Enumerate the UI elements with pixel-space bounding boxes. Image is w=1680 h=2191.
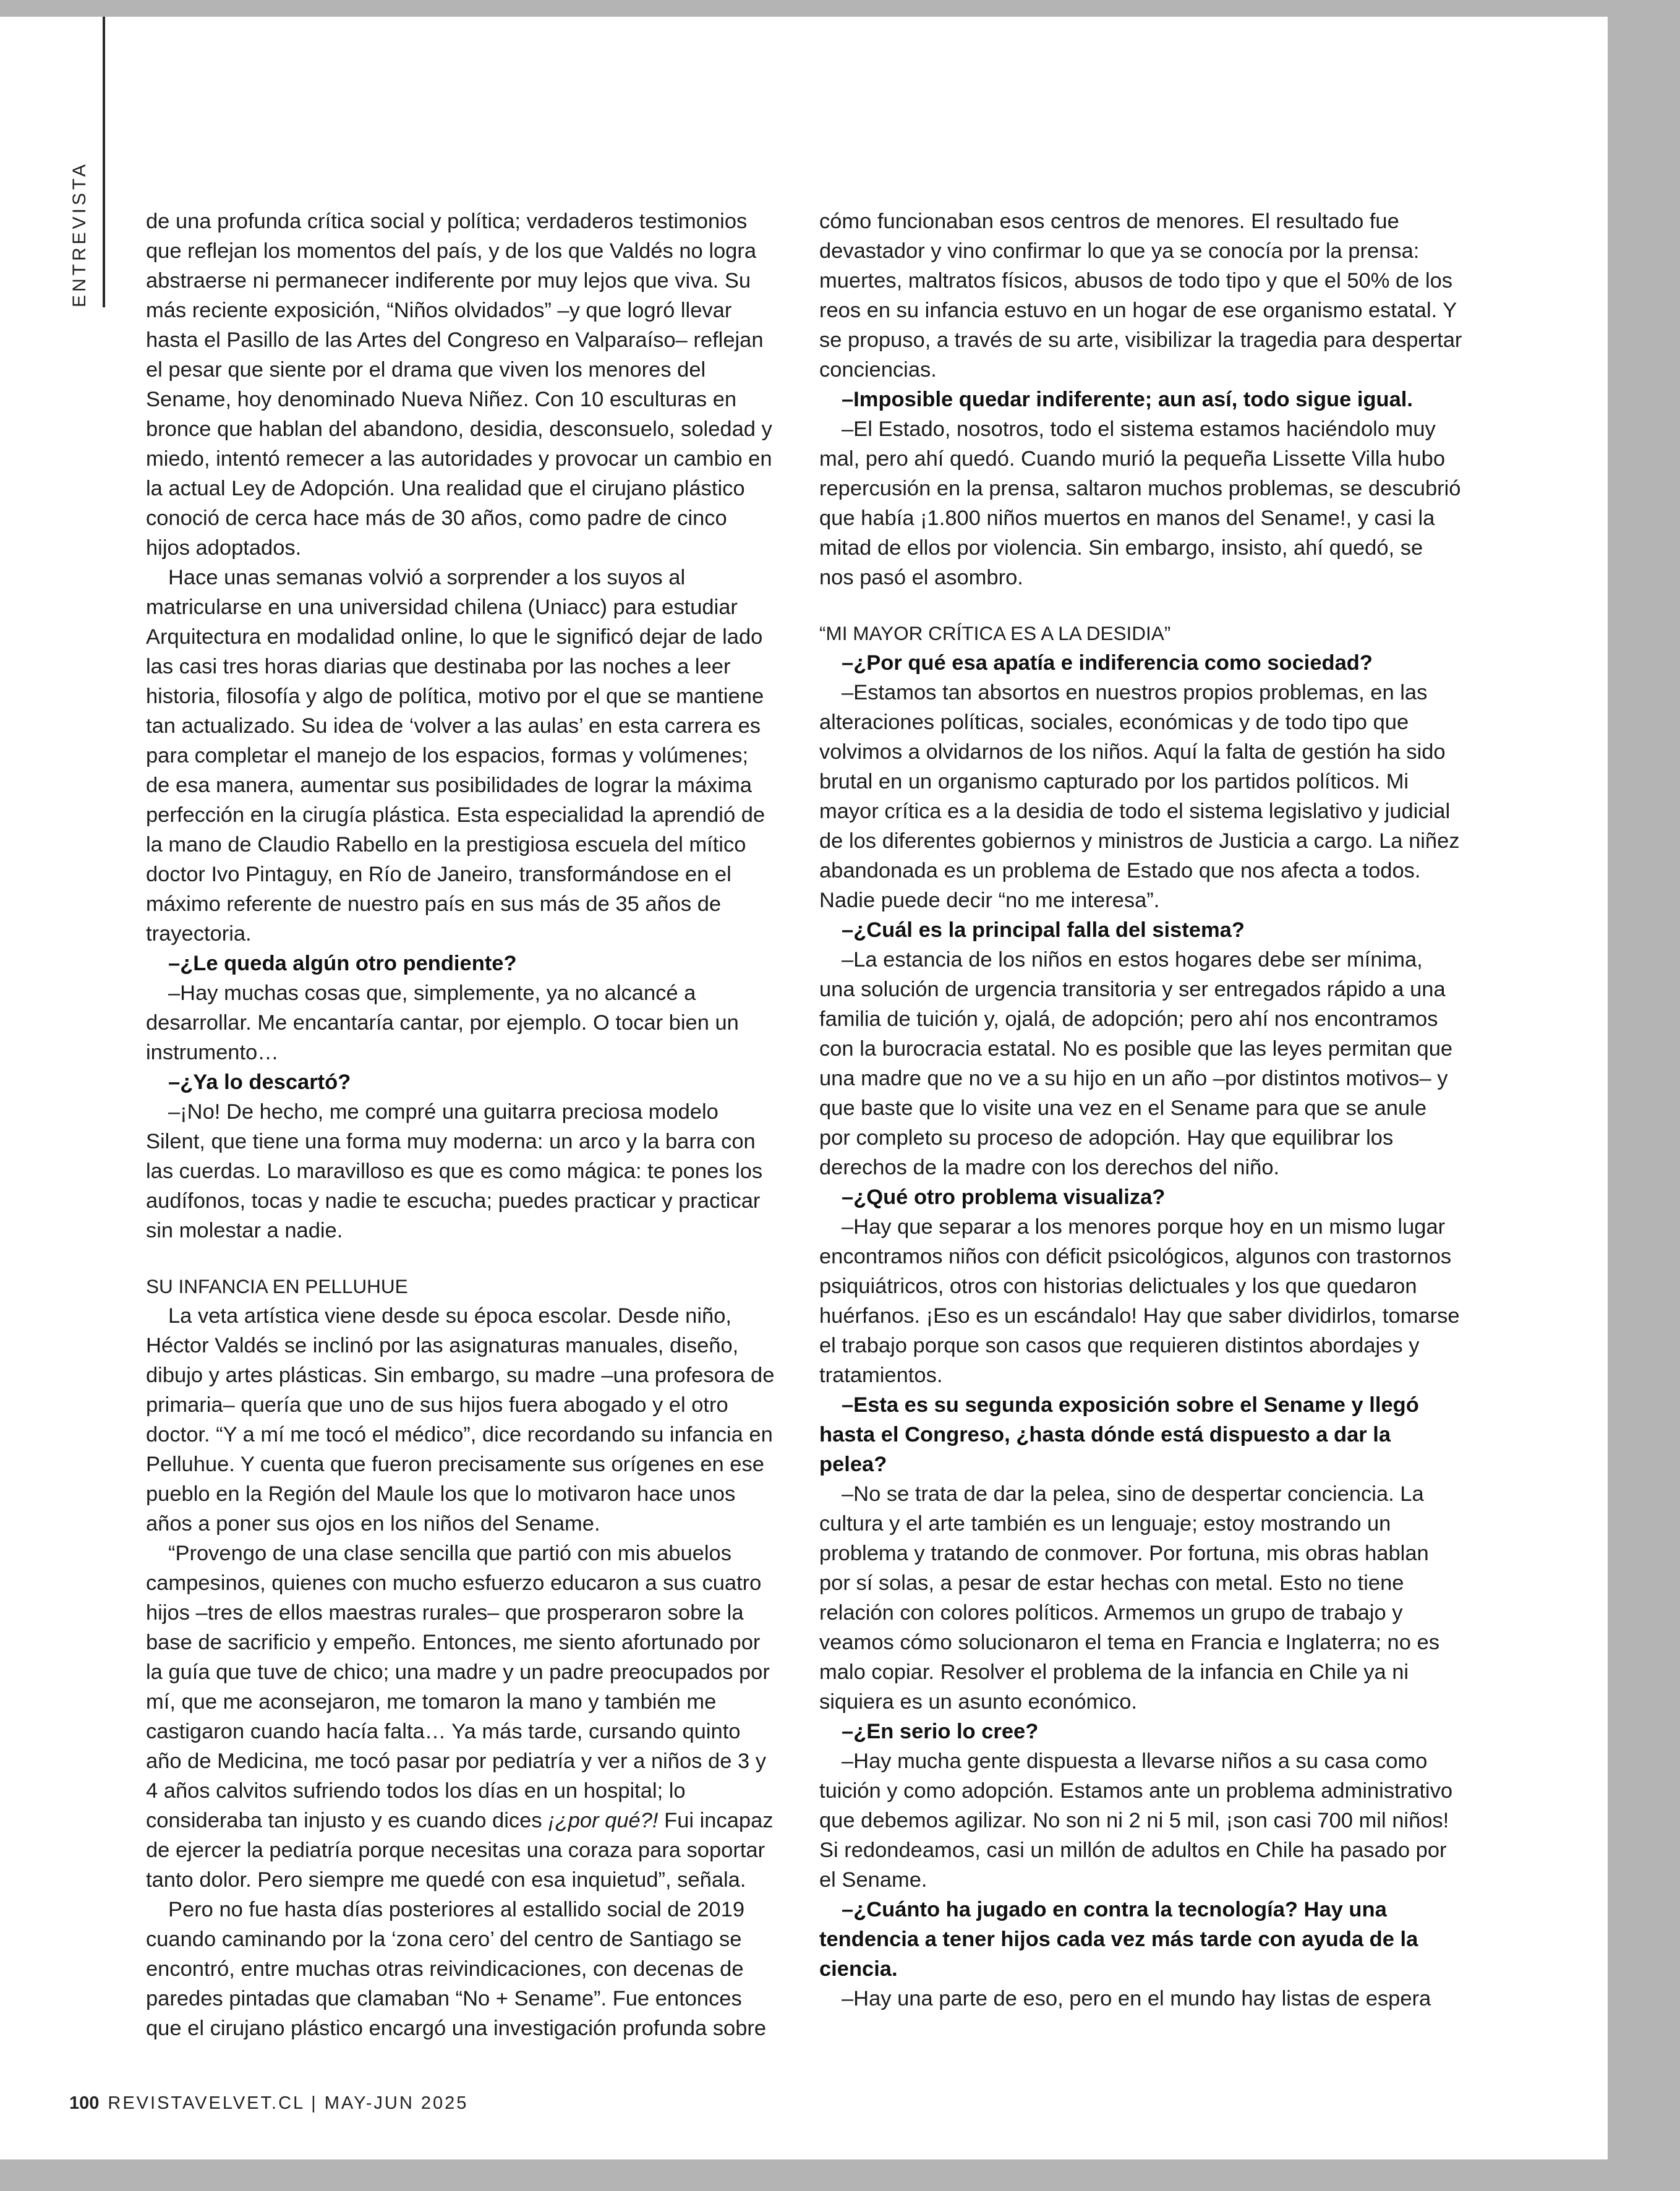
paragraph: Pero no fue hasta días posteriores al estallido social de 2019 cuando caminando por la ‘zona cero’ del centro de Santiago se encontró, entre muchas otras reivindicaciones, con decenas de paredes pintadas que clamaban “No + Sename”. Fue entonces que el cirujano plástico encargó una investigación profunda sobre (146, 1898, 767, 2040)
subheading: “MI MAYOR CRÍTICA ES A LA DESIDIA” (819, 622, 1171, 644)
interview-answer: –Hay una parte de eso, pero en el mundo hay listas de espera (842, 1987, 1431, 2010)
subheading: SU INFANCIA EN PELLUHUE (146, 1275, 408, 1297)
interview-answer: –No se trata de dar la pelea, sino de despertar conciencia. La cultura y el arte también es un lenguaje; estoy mostrando un problema y tratando de conmover. Por fortuna, mis obras hablan por sí solas, a pesar de estar hechas con metal. Esto no tiene relación con colores políticos. Armemos un grupo de trabajo y veamos cómo solucionaron el tema en Francia e Inglaterra; no es malo copiar. Resolver el problema de la infancia en Chile ya ni siquiera es un asunto económico. (819, 1482, 1439, 1714)
paragraph: Hace unas semanas volvió a sorprender a los suyos al matricularse en una universidad chilena (Uniacc) para estudiar Arquitectura en modalidad online, lo que le significó dejar de lado las casi tres horas diarias que destinaba por las noches a leer historia, filosofía y algo de política, motivo por el que se mantiene tan actualizado. Su idea de ‘volver a las aulas’ en esta carrera es para completar el manejo de los espacios, formas y volúmenes; de esa manera, aumentar sus posibilidades de lograr la máxima perfección en la cirugía plástica. Esta especialidad la aprendió de la mano de Claudio Rabello en la prestigiosa escuela del mítico doctor Ivo Pintaguy, en Río de Janeiro, transformándose en el máximo referente de nuestro país en sus más de 35 años de trayectoria. (146, 566, 765, 946)
italic-phrase: ¡¿por qué?! (548, 1809, 659, 1832)
interview-answer: –¡No! De hecho, me compré una guitarra preciosa modelo Silent, que tiene una forma muy moderna: un arco y la barra con las cuerdas. Lo maravilloso es que es como mágica: te pones los audífonos, tocas y nadie te escucha; puedes practicar y practicar sin molestar a nadie. (146, 1100, 763, 1242)
magazine-page (0, 17, 1608, 2159)
interview-answer: –Hay que separar a los menores porque hoy en un mismo lugar encontramos niños con déficit psicológicos, algunos con trastornos psiquiátricos, otros con historias delictuales y los que quedaron huérfanos. ¡Eso es un escándalo! Hay que saber dividirlos, tomarse el trabajo porque son casos que requieren distintos abordajes y tratamientos. (819, 1215, 1460, 1387)
interview-answer: –Estamos tan absortos en nuestros propios problemas, en las alteraciones políticas, sociales, económicas y de todo tipo que volvimos a olvidarnos de los niños. Aquí la falta de gestión ha sido brutal en un organismo capturado por los partidos políticos. Mi mayor crítica es a la desidia de todo el sistema legislativo y judicial de los diferentes gobiernos y ministros de Justicia a cargo. La niñez abandonada es un problema de Estado que nos afecta a todos. Nadie puede decir “no me interesa”. (819, 681, 1460, 912)
paragraph: “Provengo de una clase sencilla que partió con mis abuelos campesinos, quienes con mucho esfuerzo educaron a sus cuatro hijos –tres de ellos maestras rurales– que prosperaron sobre la base de sacrificio y empeño. Entonces, me siento afortunado por la guía que tuve de chico; una madre y un padre preocupados por mí, que me aconsejaron, me tomaron la mano y también me castigaron cuando hacía falta… Ya más tarde, cursando quinto año de Medicina, me tocó pasar por pediatría y ver a niños de 3 y 4 años calvitos sufriendo todos los días en un hospital; lo consideraba tan injusto y es cuando dices ¡¿por qué?! Fui incapaz de ejercer la pediatría porque necesitas una coraza para soportar tanto dolor. Pero siempre me quedé con esa inquietud”, señala. (146, 1542, 774, 1892)
section-label: ENTREVISTA (69, 161, 90, 307)
right-column (819, 207, 1462, 2014)
interview-answer: –Hay muchas cosas que, simplemente, ya no alcancé a desarrollar. Me encantaría cantar, por ejemplo. O tocar bien un instrumento… (146, 981, 739, 1064)
interview-question: –¿Qué otro problema visualiza? (842, 1185, 1166, 1209)
paragraph: de una profunda crítica social y política; verdaderos testimonios que reflejan los momentos del país, y de los que Valdés no logra abstraerse ni permanecer indiferente por muy lejos que viva. Su más reciente exposición, “Niños olvidados” –y que logró llevar hasta el Pasillo de las Artes del Congreso en Valparaíso– reflejan el pesar que siente por el drama que viven los menores del Sename, hoy denominado Nueva Niñez. Con 10 esculturas en bronce que hablan del abandono, desidia, desconsuelo, soledad y miedo, intentó remecer a las autoridades y provocar un cambio en la actual Ley de Adopción. Una realidad que el cirujano plástico conoció de cerca hace más de 30 años, como padre de cinco hijos adoptados. (146, 210, 772, 560)
interview-question: –¿En serio lo cree? (842, 1720, 1039, 1743)
interview-question: –¿Ya lo descartó? (168, 1070, 351, 1094)
interview-question: –Esta es su segunda exposición sobre el Sename y llegó hasta el Congreso, ¿hasta dónde está dispuesto a dar la pelea? (819, 1393, 1419, 1476)
interview-question: –¿Cuál es la principal falla del sistema? (842, 918, 1245, 942)
left-column (146, 207, 777, 2043)
interview-question: –Imposible quedar indiferente; aun así, todo sigue igual. (842, 388, 1413, 411)
section-rule (103, 17, 105, 307)
interview-answer: –Hay mucha gente dispuesta a llevarse niños a su casa como tuición y como adopción. Estamos ante un problema administrativo que debemos agilizar. No son ni 2 ni 5 mil, ¡son casi 700 mil niños! Si redondeamos, casi un millón de adultos en Chile ha pasado por el Sename. (819, 1749, 1453, 1892)
page-number: 100 (69, 2093, 100, 2113)
interview-question: –¿Le queda algún otro pendiente? (168, 952, 517, 975)
paragraph: La veta artística viene desde su época escolar. Desde niño, Héctor Valdés se inclinó por las asignaturas manuales, diseño, dibujo y artes plásticas. Sin embargo, su madre –una profesora de primaria– quería que uno de sus hijos fuera abogado y el otro doctor. “Y a mí me tocó el médico”, dice recordando su infancia en Pelluhue. Y cuenta que fueron precisamente sus orígenes en ese pueblo en la Región del Maule los que lo motivaron hace unos años a poner sus ojos en los niños del Sename. (146, 1304, 775, 1535)
interview-question: –¿Cuánto ha jugado en contra la tecnología? Hay una tendencia a tener hijos cada vez más tarde con ayuda de la ciencia. (819, 1898, 1418, 1981)
publication-info: REVISTAVELVET.CL | MAY-JUN 2025 (108, 2093, 469, 2113)
interview-answer: –El Estado, nosotros, todo el sistema estamos haciéndolo muy mal, pero ahí quedó. Cuando murió la pequeña Lissette Villa hubo repercusión en la prensa, saltaron muchos problemas, se descubrió que había ¡1.800 niños muertos en manos del Sename!, y casi la mitad de ellos por violencia. Sin embargo, insisto, ahí quedó, se nos pasó el asombro. (819, 417, 1461, 589)
paragraph: cómo funcionaban esos centros de menores. El resultado fue devastador y vino confirmar lo que ya se conocía por la prensa: muertes, maltratos físicos, abusos de todo tipo y que el 50% de los reos en su infancia estuvo en un hogar de ese organismo estatal. Y se propuso, a través de su arte, visibilizar la tragedia para despertar conciencias. (819, 210, 1462, 382)
page-footer (69, 2093, 468, 2114)
interview-question: –¿Por qué esa apatía e indiferencia como sociedad? (842, 651, 1373, 675)
interview-answer: –La estancia de los niños en estos hogares debe ser mínima, una solución de urgencia transitoria y ser entregados rápido a una familia de tuición y, ojalá, de adopción; pero ahí nos encontramos con la burocracia estatal. No es posible que las leyes permitan que una madre que no ve a su hijo en un año –por distintos motivos– y que baste que lo visite una vez en el Sename para que se anule por completo su proceso de adopción. Hay que equilibrar los derechos de la madre con los derechos del niño. (819, 948, 1453, 1179)
